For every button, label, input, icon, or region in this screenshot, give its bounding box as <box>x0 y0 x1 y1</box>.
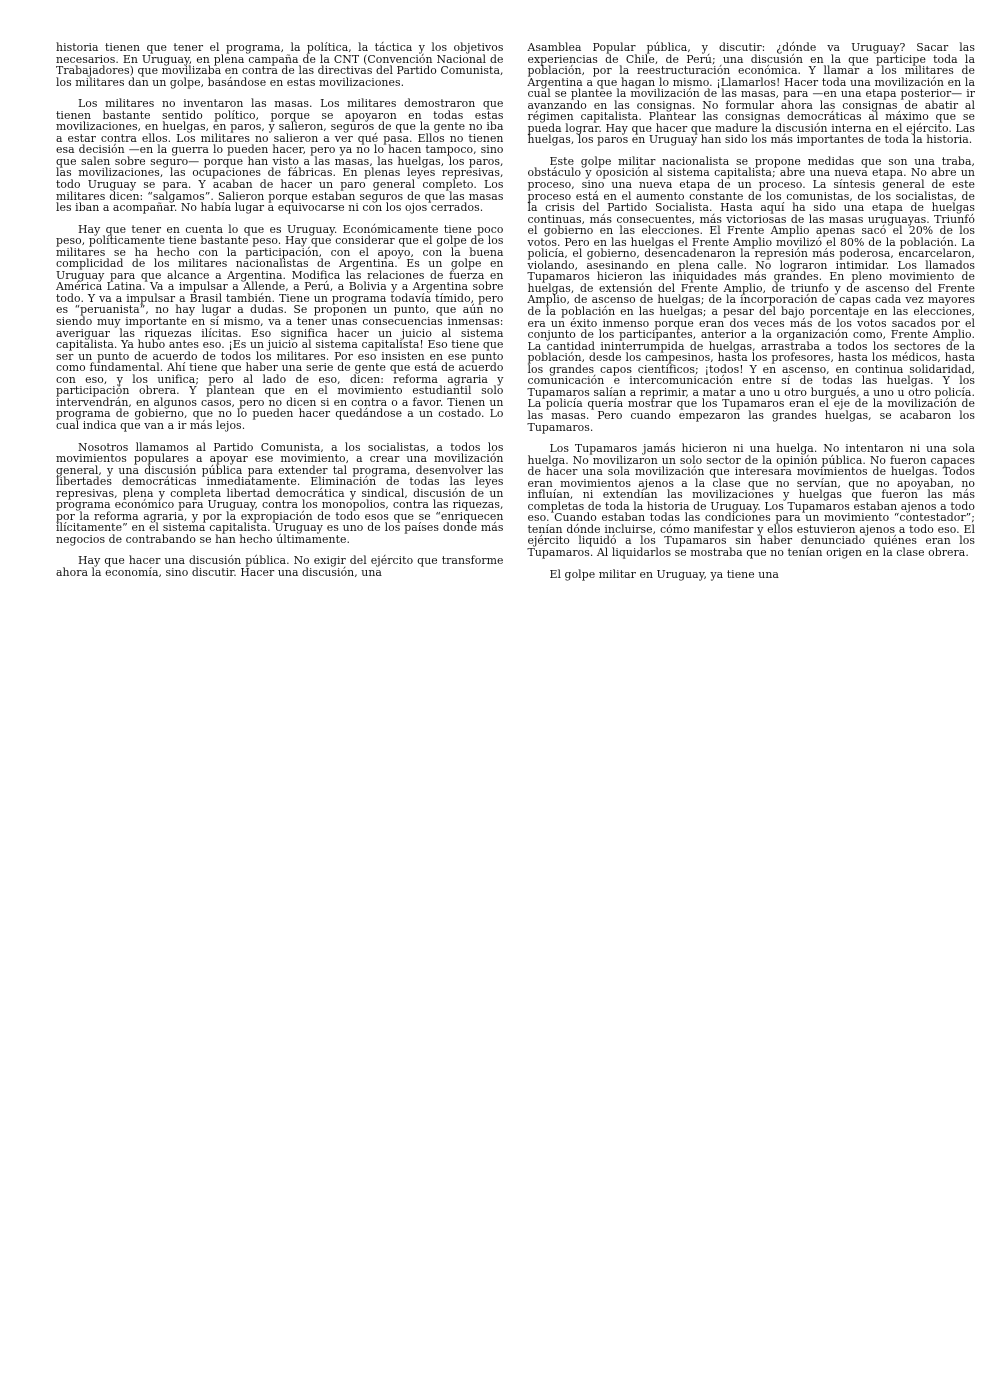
paragraph: Hay que hacer una discusión pública. No exigir del ejército que transforme ahora la economía, sino discutir. Hacer una discusión, una <box>56 554 504 579</box>
paragraph: historia tienen que tener el programa, la política, la táctica y los objetivos necesarios. En Uruguay, en plena campaña de la CNT (Convención Nacional de Trabajadores) que movilizaba en contra de las directivas del Partido Comunista, los militares dan un golpe, basándose en estas movilizaciones. <box>56 41 504 89</box>
paragraph: El golpe militar en Uruguay, ya tiene una <box>549 567 779 581</box>
paragraph: Asamblea Popular pública, y discutir: ¿dónde va Uruguay? Sacar las experiencias de Chile, de Perú; una discusión en la que participe toda la población, por la reestructuración económica. Y llamar a los militares de Argentina a que hagan lo mismo. ¡Llamarlos! Hacer toda una movilización en la cual se plantee la movilización de las masas, para —en una etapa posterior— ir avanzando en las consignas. No formular ahora las consignas de abatir al régimen capitalista. Plantear las consignas democráticas al máximo que se pueda lograr. Hay que hacer que madure la discusión interna en el ejército. Las huelgas, los paros en Uruguay han sido los más importantes de toda la historia. <box>527 41 975 147</box>
paragraph: Nosotros llamamos al Partido Comunista, a los socialistas, a todos los movimientos populares a apoyar ese movimiento, a crear una movilización general, y una discusión pública para extender tal programa, desenvolver las libertades democráticas inmediatamente. Eliminación de todas las leyes represivas, plena y completa libertad democrática y sindical, discusión de un programa económico para Uruguay, contra los monopolios, contra las riquezas, por la reforma agraria, y por la expropiación de todo esos que se “enriquecen ilícitamente” en el sistema capitalista. Uruguay es uno de los países donde más negocios de contrabando se han hecho últimamente. <box>56 440 504 546</box>
paragraph: Los Tupamaros jamás hicieron ni una huelga. No intentaron ni una sola huelga. No movilizaron un solo sector de la opinión pública. No fueron capaces de hacer una sola movilización que interesara movimientos de huelgas. Todos eran movimientos ajenos a la clase que no servían, que no apoyaban, no influían, ni extendían las movilizaciones y huelgas que fueron las más completas de toda la historia de Uruguay. Los Tupamaros estaban ajenos a todo eso. Cuando estaban todas las condiciones para un movimiento “contestador”; tenían dónde incluirse, cómo manifestar y ellos estuvieron ajenos a todo eso. El ejército liquidó a los Tupamaros sin haber denunciado quiénes eran los Tupamaros. Al liquidarlos se mostraba que no tenían origen en la clase obrera. <box>527 442 975 559</box>
paragraph: Hay que tener en cuenta lo que es Uruguay. Económicamente tiene poco peso, políticamente tiene bastante peso. Hay que considerar que el golpe de los militares se ha hecho con la participación, con el apoyo, con la buena complicidad de los militares nacionalistas de Argentina. Es un golpe en Uruguay para que alcance a Argentina. Modifica las relaciones de fuerza en América Latina. Va a impulsar a Allende, a Perú, a Bolivia y a Argentina sobre todo. Y va a impulsar a Brasil también. Tiene un programa todavía tímido, pero es “peruanista”, no hay lugar a dudas. Se proponen un punto, que aún no siendo muy importante en sí mismo, va a tener unas consecuencias inmensas: averiguar las riquezas ilícitas. Eso significa hacer un juicio al sistema capitalista. Ya hubo antes eso. ¡Es un juicio al sistema capitalista! Eso tiene que ser un punto de acuerdo de todos los militares. Por eso insisten en ese punto como fundamental. Ahí tiene que haber una serie de gente que está de acuerdo con eso, y los unifica; pero al lado de eso, dicen: reforma agraria y participación obrera. Y plantean que en el movimiento estudiantil solo intervendrán, en algunos casos, pero no dicen si en contra o a favor. Tienen un programa de gobierno, que no lo pueden hacer quedándose a un costado. Lo cual indica que van a ir más lejos. <box>56 222 504 432</box>
paragraph: Los militares no inventaron las masas. Los militares demostraron que tienen bastante sentido político, porque se apoyaron en todas estas movilizaciones, en huelgas, en paros, y salieron, seguros de que la gente no iba a estar contra ellos. Los militares no salieron a ver qué pasa. Ellos no tienen esa decisión —en la guerra lo pueden hacer, pero ya no lo hacen tampoco, sino que salen sobre seguro— porque han visto a las masas, las huelgas, los paros, las movilizaciones, las ocupaciones de fábricas. En plenas leyes represivas, todo Uruguay se para. Y acaban de hacer un paro general completo. Los militares dicen: “salgamos”. Salieron porque estaban seguros de que las masas les iban a acompañar. No había lugar a equivocarse ni con los ojos cerrados. <box>56 97 504 215</box>
right-column <box>528 42 976 1398</box>
paragraph: Este golpe militar nacionalista se propone medidas que son una traba, obstáculo y oposición al sistema capitalista; abre una nueva etapa. No abre un proceso, sino una nueva etapa de un proceso. La síntesis general de este proceso está en el aumento constante de los comunistas, de los socialistas, de la crisis del Partido Socialista. Hasta aquí ha sido una etapa de huelgas continuas, más consecuentes, más victoriosas de las masas uruguayas. Triunfó el gobierno en las elecciones. El Frente Amplio apenas sacó el 20% de los votos. Pero en las huelgas el Frente Amplio movilizó el 80% de la población. La policía, el gobierno, desencadenaron la represión más poderosa, encarcelaron, violando, asesinando en plena calle. No lograron intimidar. Los llamados Tupamaros hicieron las iniquidades más grandes. En pleno movimiento de huelgas, de extensión del Frente Amplio, de triunfo y de ascenso del Frente Amplio, de ascenso de huelgas; de la incorporación de capas cada vez mayores de la población en las huelgas; a pesar del bajo porcentaje en las elecciones, era un éxito inmenso porque eran dos veces más de los votos sacados por el conjunto de los participantes, anterior a la organización como, Frente Amplio. La cantidad ininterrumpida de huelgas, arrastraba a todos los sectores de la población, desde los campesinos, hasta los profesores, hasta los médicos, hasta los grandes capos científicos; ¡todos! Y en ascenso, en continua solidaridad, comunicación e intercomunicación entre sí de todas las huelgas. Y los Tupamaros salían a reprimir, a matar a uno u otro burgués, a uno u otro policía. La policía quería mostrar que los Tupamaros eran el eje de la movilización de las masas. Pero cuando empezaron las grandes huelgas, se acabaron los Tupamaros. <box>527 154 975 434</box>
left-column <box>56 42 504 1398</box>
